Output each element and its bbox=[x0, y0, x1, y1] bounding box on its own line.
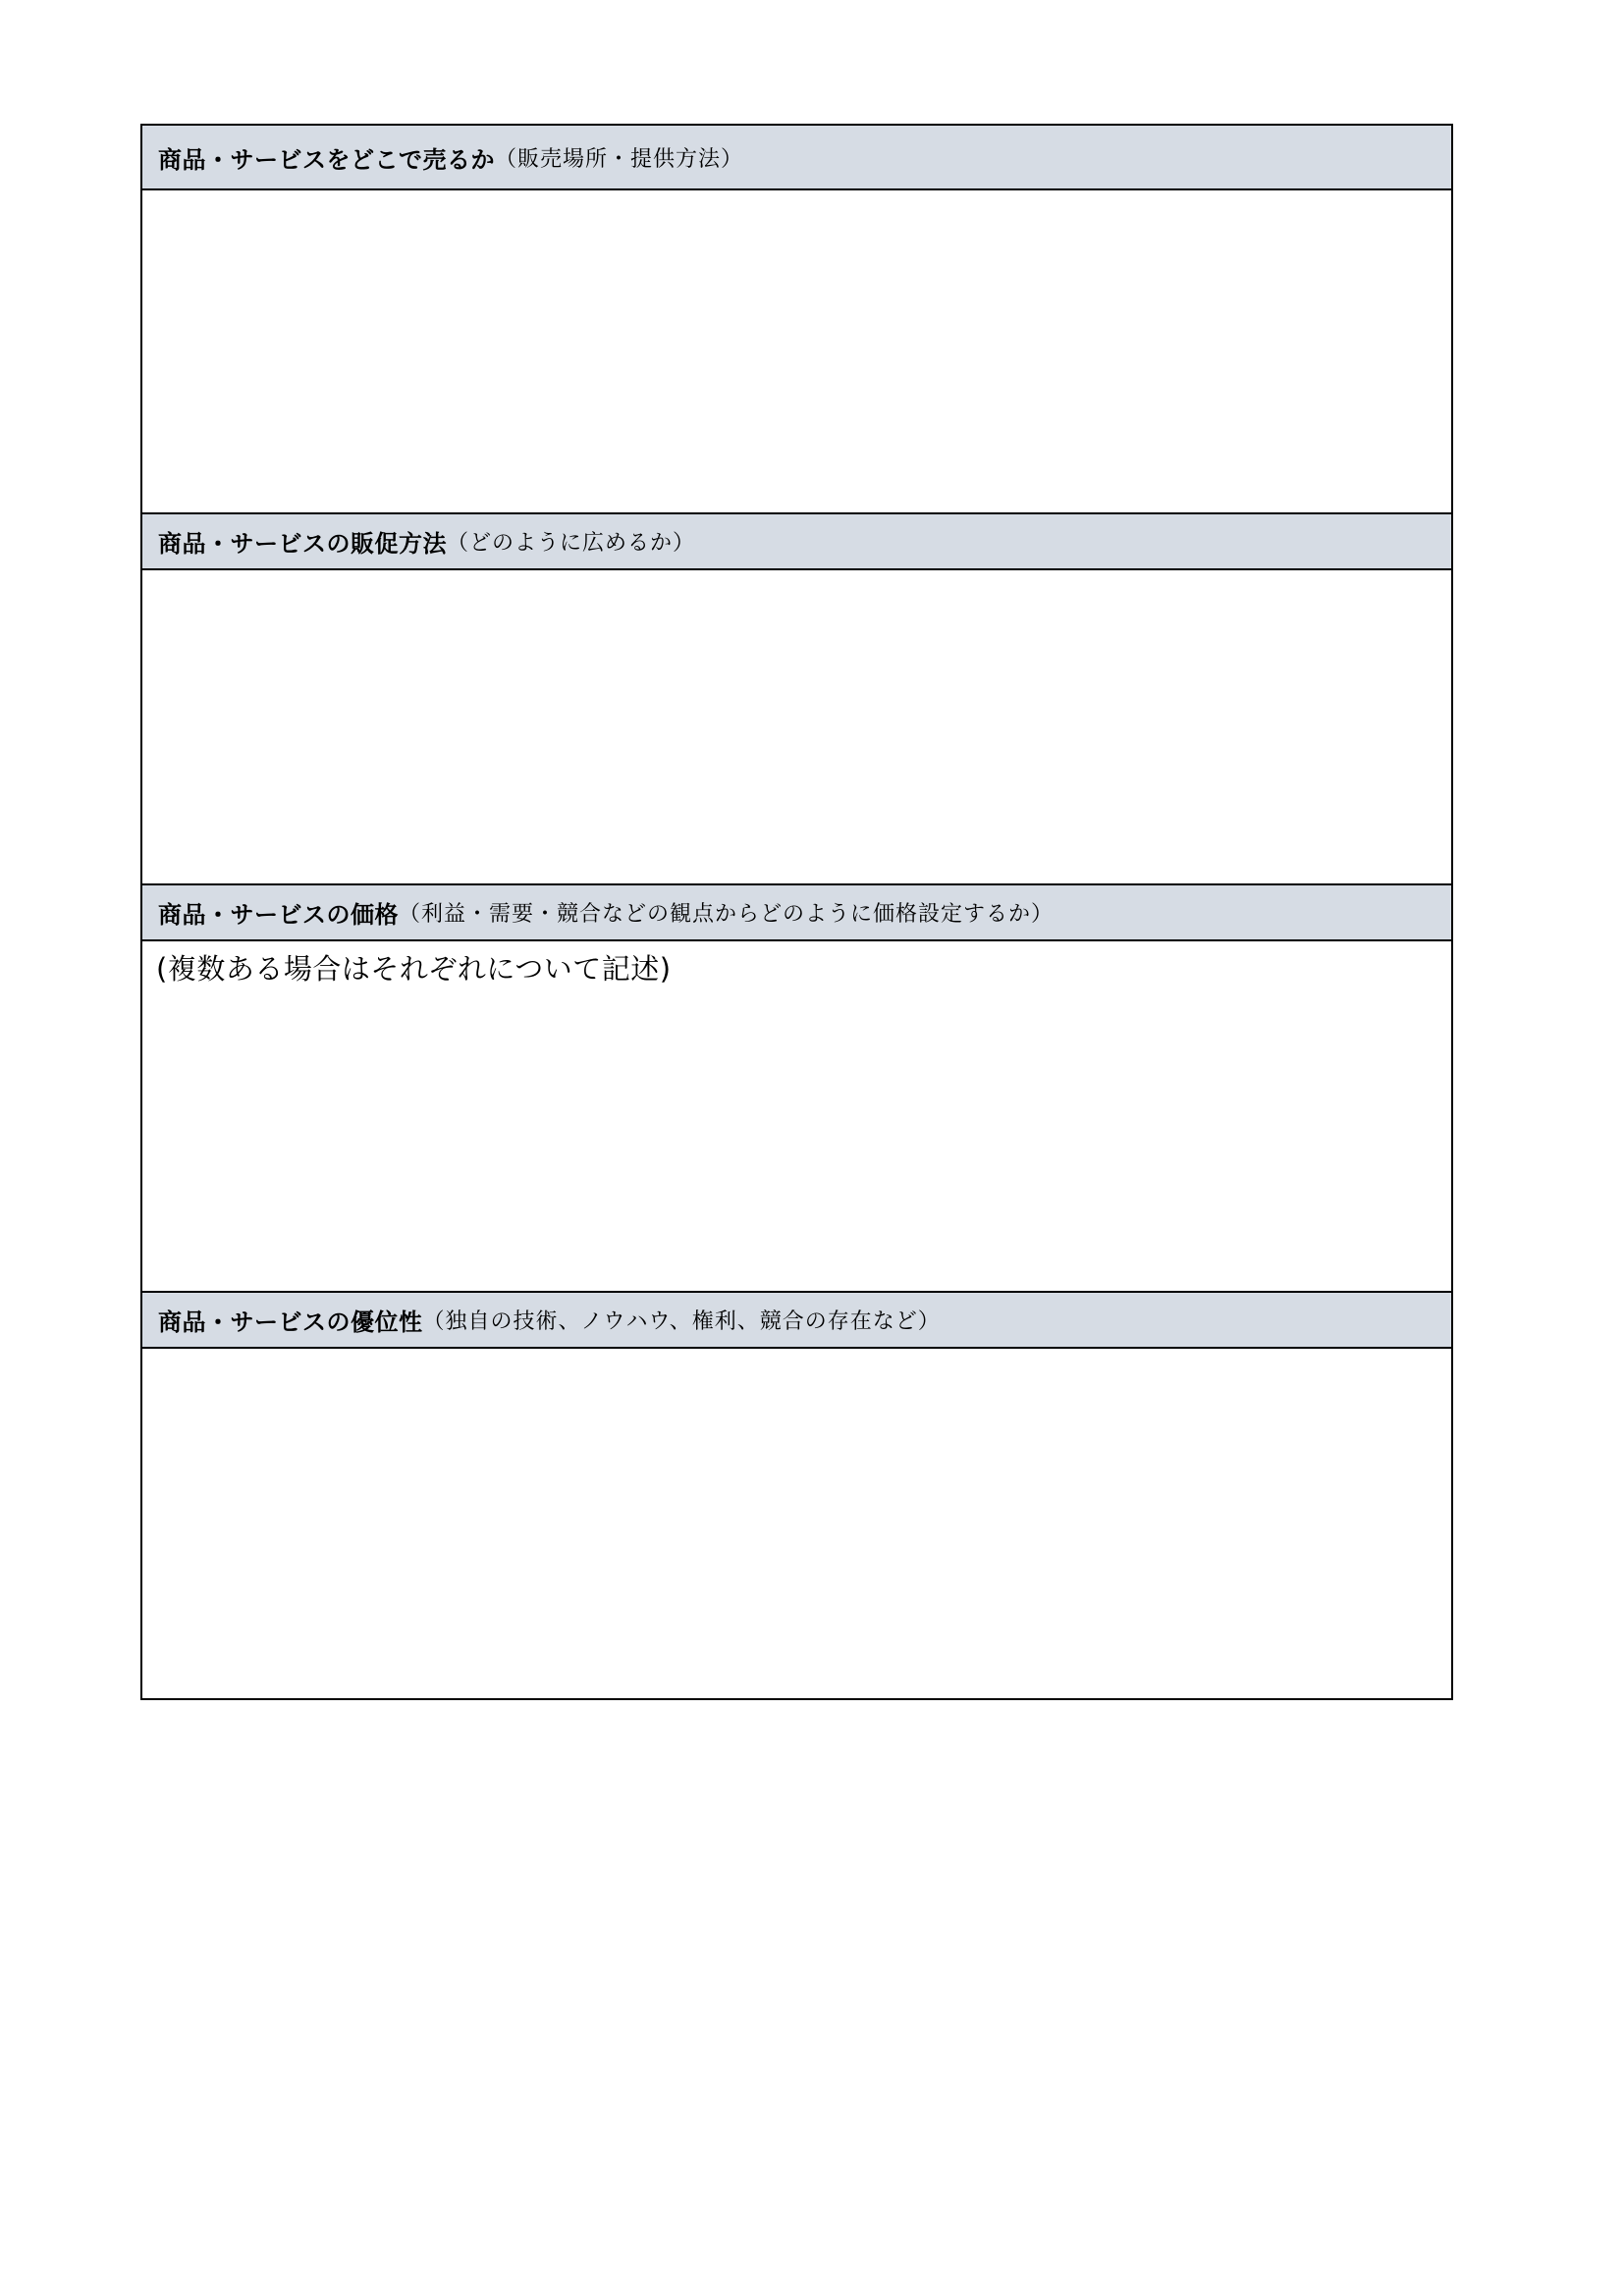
business-plan-form-table bbox=[140, 124, 1453, 1700]
section-header-pricing bbox=[142, 885, 1451, 941]
section-body-sales-location[interactable] bbox=[142, 190, 1451, 514]
section-body-pricing[interactable] bbox=[142, 941, 1451, 1293]
section-note: （販売場所・提供方法） bbox=[495, 146, 744, 172]
section-note: （どのように広めるか） bbox=[447, 531, 696, 556]
section-title: 商品・サービスの価格 bbox=[158, 901, 399, 929]
section-title: 商品・サービスの優位性 bbox=[158, 1308, 423, 1336]
pricing-instruction-text: (複数ある場合はそれぞれについて記述) bbox=[156, 952, 672, 986]
section-title: 商品・サービスをどこで売るか bbox=[158, 145, 495, 174]
section-note: （利益・需要・競合などの観点からどのように価格設定するか） bbox=[399, 902, 1055, 927]
section-header-sales-location bbox=[142, 126, 1451, 190]
section-header-advantage bbox=[142, 1293, 1451, 1349]
section-title: 商品・サービスの販促方法 bbox=[158, 530, 447, 558]
section-note: （独自の技術、ノウハウ、権利、競合の存在など） bbox=[422, 1309, 941, 1334]
section-body-promotion[interactable] bbox=[142, 570, 1451, 885]
section-body-advantage[interactable] bbox=[142, 1349, 1451, 1698]
section-header-promotion bbox=[142, 514, 1451, 570]
